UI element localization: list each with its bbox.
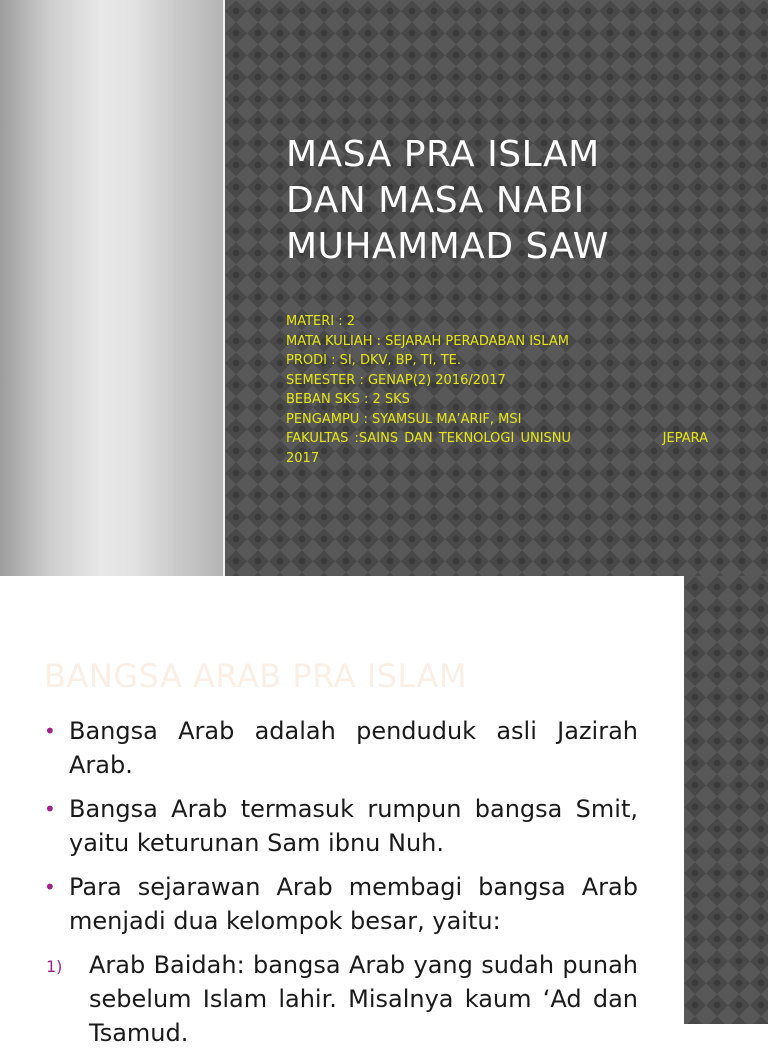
info-year: 2017 — [286, 450, 320, 466]
gradient-side-panel — [0, 0, 223, 576]
bullet-item — [44, 792, 638, 860]
bullet-dot-icon: • — [44, 797, 56, 821]
bullet-text: Bangsa Arab adalah penduduk asli Jazirah Arab. — [69, 717, 638, 779]
info-fakultas — [286, 429, 708, 449]
info-materi: MATERI : 2 — [286, 314, 356, 329]
bullet-text: Para sejarawan Arab membagi bangsa Arab menjadi dua kelompok besar, yaitu: — [69, 873, 638, 935]
number-marker: 1) — [46, 957, 63, 976]
slide-heading: BANGSA ARAB PRA ISLAM — [44, 657, 467, 695]
slide-title — [286, 132, 726, 270]
bullet-item — [44, 870, 638, 938]
info-semester: SEMESTER : GENAP(2) 2016/2017 — [286, 372, 506, 388]
info-pengampu: PENGAMPU : SYAMSUL MA’ARIF, MSI — [286, 411, 522, 427]
city-text: JEPARA — [662, 431, 708, 446]
content-slide — [0, 576, 768, 1047]
fakultas-text: FAKULTAS :SAINS DAN TEKNOLOGI UNISNU — [286, 431, 572, 446]
info-beban-sks: BEBAN SKS : 2 SKS — [286, 392, 410, 407]
diamond-pattern-background — [225, 0, 768, 576]
title-line: DAN MASA NABI — [286, 180, 585, 221]
title-line: MASA PRA ISLAM — [286, 134, 600, 175]
bullet-item — [44, 714, 638, 782]
title-line: MUHAMMAD SAW — [286, 226, 609, 267]
diamond-pattern-strip — [684, 576, 768, 1024]
numbered-item — [44, 948, 638, 1050]
course-info-list — [286, 312, 708, 468]
bullet-dot-icon: • — [44, 719, 56, 743]
info-mata-kuliah: MATA KULIAH : SEJARAH PERADABAN ISLAM — [286, 333, 569, 349]
bullet-text: Bangsa Arab termasuk rumpun bangsa Smit, yaitu keturunan Sam ibnu Nuh. — [69, 795, 638, 857]
info-prodi: PRODI : SI, DKV, BP, TI, TE. — [286, 353, 461, 368]
numbered-text: Arab Baidah: bangsa Arab yang sudah punah sebelum Islam lahir. Misalnya kaum ‘Ad dan Tsamud. — [89, 951, 638, 1047]
bullet-list — [44, 714, 638, 1060]
bullet-dot-icon: • — [44, 875, 56, 899]
